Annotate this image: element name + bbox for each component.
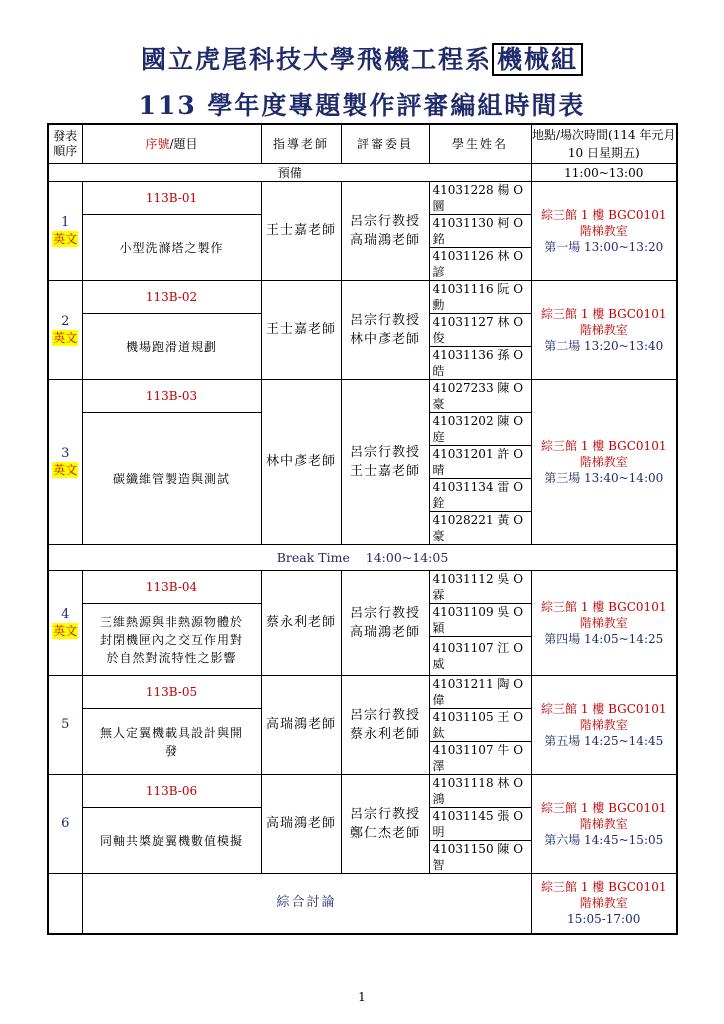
english-tag: 英文 — [53, 624, 78, 638]
reviewers-cell — [341, 380, 429, 545]
session-time: 第四場 14:05~14:25 — [544, 632, 664, 646]
student-name: 41031127 林 O 俊 — [432, 315, 524, 345]
reviewer-name: 林中彥老師 — [349, 332, 420, 347]
project-code: 113B-02 — [145, 290, 198, 304]
topic-line: 無人定翼機載具設計與開 — [99, 725, 243, 740]
student-name: 41031107 江 O 威 — [432, 641, 524, 671]
header-serial-topic: 序號/題目 — [82, 124, 261, 164]
header-location: 地點/場次時間(114 年元月 10 日星期五) — [531, 124, 677, 164]
prep-time: 11:00~13:00 — [531, 164, 677, 182]
topic-cell — [82, 413, 261, 545]
project-topic: 碳纖維管製造與測試 — [112, 471, 230, 486]
header-order: 發表順序 — [48, 124, 82, 164]
header-advisor: 指導老師 — [261, 124, 341, 164]
order-cell — [48, 281, 82, 380]
student-cell — [429, 347, 531, 380]
reviewers-cell — [341, 281, 429, 380]
student-name: 41031107 牛 O 澤 — [432, 743, 524, 773]
reviewer-name: 王士嘉老師 — [349, 464, 420, 479]
code-cell — [82, 775, 261, 808]
title-text: 國立虎尾科技大學飛機工程系 — [140, 45, 492, 74]
reviewers-cell — [341, 775, 429, 874]
location-room: 階梯教室 — [579, 616, 628, 630]
session-time: 第一場 13:00~13:20 — [544, 240, 664, 254]
student-name: 41031130 柯 O 銘 — [432, 216, 524, 246]
location-building: 綜三館 1 樓 BGC0101 — [541, 208, 667, 222]
student-name: 41031109 吳 O 穎 — [432, 605, 524, 635]
student-cell — [429, 604, 531, 637]
student-name: 41031145 張 O 明 — [432, 809, 524, 839]
table-row — [48, 775, 677, 808]
schedule-table — [47, 123, 678, 935]
topic-cell — [82, 215, 261, 281]
student-cell — [429, 215, 531, 248]
reviewer-name: 高瑞鴻老師 — [349, 233, 420, 248]
student-cell — [429, 775, 531, 808]
reviewer-name: 呂宗行教授 — [349, 708, 420, 723]
advisor-cell — [261, 281, 341, 380]
order-number: 5 — [61, 717, 70, 732]
student-cell — [429, 637, 531, 676]
student-name: 41031105 王 O 鈦 — [432, 710, 524, 740]
advisor-name: 王士嘉老師 — [265, 223, 336, 238]
advisor-name: 高瑞鴻老師 — [265, 816, 336, 831]
student-name: 41031112 吳 O 霖 — [432, 572, 524, 602]
discussion-time: 15:05-17:00 — [567, 912, 641, 927]
location-building: 綜三館 1 樓 BGC0101 — [541, 880, 667, 895]
order-cell — [48, 380, 82, 545]
topic-cell — [82, 808, 261, 874]
code-cell — [82, 380, 261, 413]
location-building: 綜三館 1 樓 BGC0101 — [541, 600, 667, 614]
title-line-2: 113 學年度專題製作評審編組時間表 — [138, 91, 586, 120]
header-reviewers: 評審委員 — [341, 124, 429, 164]
discussion-location-cell — [531, 874, 677, 934]
location-building: 綜三館 1 樓 BGC0101 — [541, 439, 667, 453]
student-cell — [429, 841, 531, 874]
advisor-cell — [261, 380, 341, 545]
header-students: 學生姓名 — [429, 124, 531, 164]
reviewer-name: 呂宗行教授 — [349, 807, 420, 822]
student-name: 41028221 黃 O 豪 — [432, 513, 524, 543]
reviewers-cell — [341, 676, 429, 775]
project-topic: 機場跑滑道規劃 — [125, 339, 217, 354]
reviewer-name: 呂宗行教授 — [349, 606, 420, 621]
project-code: 113B-06 — [145, 784, 198, 798]
student-cell — [429, 571, 531, 604]
title-line-1 — [0, 40, 724, 76]
student-cell — [429, 380, 531, 413]
page-number: 1 — [358, 990, 366, 1004]
reviewer-name: 呂宗行教授 — [349, 214, 420, 229]
table-header-row — [48, 124, 677, 164]
student-name: 41031201 許 O 晴 — [432, 447, 524, 477]
session-time: 第六場 14:45~15:05 — [544, 833, 664, 847]
order-number: 2 — [61, 314, 70, 329]
table-row — [48, 676, 677, 709]
title-boxed-division: 機械組 — [492, 43, 583, 76]
reviewer-name: 高瑞鴻老師 — [349, 625, 420, 640]
location-cell — [531, 775, 677, 874]
advisor-cell — [261, 775, 341, 874]
code-cell — [82, 676, 261, 709]
order-cell — [48, 775, 82, 874]
code-cell — [82, 281, 261, 314]
reviewer-name: 呂宗行教授 — [349, 313, 420, 328]
student-name: 41031150 陳 O 智 — [432, 842, 524, 872]
location-room: 階梯教室 — [579, 896, 628, 911]
student-name: 41031228 楊 O 圜 — [432, 183, 524, 213]
location-room: 階梯教室 — [579, 455, 628, 469]
topic-cell — [82, 604, 261, 676]
order-number: 4 — [61, 607, 70, 622]
table-row — [48, 182, 677, 215]
student-cell — [429, 512, 531, 545]
code-cell — [82, 182, 261, 215]
advisor-name: 王士嘉老師 — [265, 322, 336, 337]
order-number: 3 — [61, 446, 70, 461]
topic-cell — [82, 314, 261, 380]
location-building: 綜三館 1 樓 BGC0101 — [541, 307, 667, 321]
advisor-cell — [261, 182, 341, 281]
discussion-label-cell — [82, 874, 531, 934]
location-cell — [531, 380, 677, 545]
advisor-name: 蔡永利老師 — [265, 615, 336, 630]
project-code: 113B-04 — [145, 580, 198, 594]
advisor-cell — [261, 571, 341, 676]
advisor-name: 高瑞鴻老師 — [265, 717, 336, 732]
student-cell — [429, 446, 531, 479]
reviewer-name: 呂宗行教授 — [349, 445, 420, 460]
student-cell — [429, 314, 531, 347]
topic-line: 於自然對流特性之影響 — [106, 650, 237, 665]
student-cell — [429, 808, 531, 841]
student-name: 41031134 雷 O 銓 — [432, 480, 524, 510]
table-row — [48, 281, 677, 314]
order-cell — [48, 571, 82, 676]
project-code: 113B-03 — [145, 389, 198, 403]
student-name: 41031126 林 O 諺 — [432, 249, 524, 279]
student-cell — [429, 709, 531, 742]
student-cell — [429, 676, 531, 709]
discussion-row — [48, 874, 677, 934]
location-cell — [531, 571, 677, 676]
location-building: 綜三館 1 樓 BGC0101 — [541, 702, 667, 716]
english-tag: 英文 — [53, 331, 78, 345]
discussion-empty-cell — [48, 874, 82, 934]
code-cell — [82, 571, 261, 604]
student-cell — [429, 742, 531, 775]
location-cell — [531, 281, 677, 380]
student-name: 41031118 林 O 鴻 — [432, 776, 524, 806]
student-name: 41031136 孫 O 皓 — [432, 348, 524, 378]
advisor-name: 林中彥老師 — [265, 454, 336, 469]
topic-line: 發 — [164, 743, 178, 758]
student-name: 41031116 阮 O 勳 — [432, 282, 524, 312]
reviewers-cell — [341, 182, 429, 281]
student-cell — [429, 479, 531, 512]
location-building: 綜三館 1 樓 BGC0101 — [541, 801, 667, 815]
student-cell — [429, 413, 531, 446]
order-number: 6 — [61, 816, 70, 831]
location-room: 階梯教室 — [579, 224, 628, 238]
location-cell — [531, 182, 677, 281]
english-tag: 英文 — [53, 232, 78, 246]
student-cell — [429, 248, 531, 281]
student-name: 41031202 陳 O 庭 — [432, 414, 524, 444]
student-cell — [429, 182, 531, 215]
order-cell — [48, 676, 82, 775]
break-time-label: Break Time 14:00~14:05 — [276, 549, 449, 565]
table-row — [48, 380, 677, 413]
advisor-cell — [261, 676, 341, 775]
project-code: 113B-05 — [145, 685, 198, 699]
topic-line: 封閉機匣內之交互作用對 — [99, 632, 243, 647]
reviewers-cell — [341, 571, 429, 676]
reviewer-name: 鄭仁杰老師 — [349, 826, 420, 841]
discussion-label: 綜合討論 — [276, 895, 337, 911]
student-cell — [429, 281, 531, 314]
table-row — [48, 571, 677, 604]
session-time: 第三場 13:40~14:00 — [544, 471, 664, 485]
reviewer-name: 蔡永利老師 — [349, 727, 420, 742]
english-tag: 英文 — [53, 463, 78, 477]
project-topic: 小型洗滌塔之製作 — [119, 240, 224, 255]
student-name: 41027233 陳 O 豪 — [432, 381, 524, 411]
location-room: 階梯教室 — [579, 817, 628, 831]
topic-line: 三維熱源與非熱源物體於 — [99, 614, 243, 629]
session-time: 第五場 14:25~14:45 — [544, 734, 664, 748]
order-cell — [48, 182, 82, 281]
prep-row — [48, 164, 677, 182]
location-cell — [531, 676, 677, 775]
location-room: 階梯教室 — [579, 718, 628, 732]
topic-cell — [82, 709, 261, 775]
break-cell — [48, 545, 677, 571]
location-room: 階梯教室 — [579, 323, 628, 337]
prep-label: 預備 — [48, 164, 531, 182]
session-time: 第二場 13:20~13:40 — [544, 339, 664, 353]
project-code: 113B-01 — [145, 191, 198, 205]
order-number: 1 — [61, 215, 70, 230]
project-topic: 同軸共槳旋翼機數值模擬 — [99, 833, 243, 848]
student-name: 41031211 陶 O 偉 — [432, 677, 524, 707]
break-row — [48, 545, 677, 571]
